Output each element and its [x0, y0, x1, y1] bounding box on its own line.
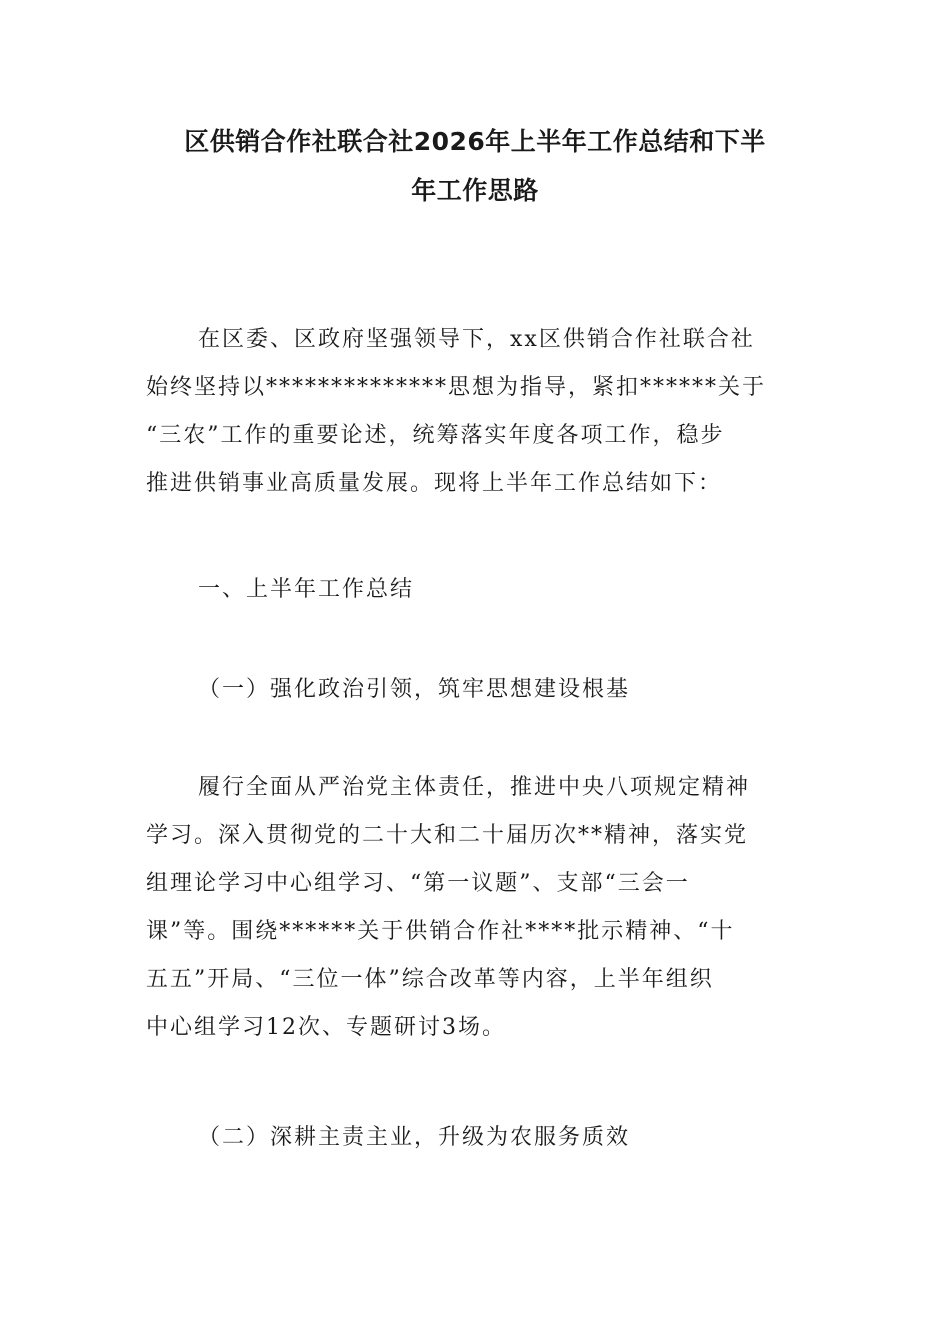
sub1-line-2: 学习。深入贯彻党的二十大和二十届历次**精神，落实党 — [146, 823, 749, 848]
document-title — [140, 117, 810, 215]
subsection-2-heading: （二）深耕主责主业，升级为农服务质效 — [198, 1125, 631, 1150]
sub1-line-6: 中心组学习12次、专题研讨3场。 — [146, 1015, 506, 1040]
subsection-1-body — [146, 764, 806, 1052]
title-line-2: 年工作思路 — [411, 176, 539, 205]
intro-line-4: 推进供销事业高质量发展。现将上半年工作总结如下： — [146, 471, 723, 496]
section-1-heading: 一、上半年工作总结 — [198, 577, 415, 602]
intro-paragraph — [146, 316, 806, 508]
sub1-line-4: 课”等。围绕******关于供销合作社****批示精神、“十 — [146, 919, 735, 944]
sub1-line-3: 组理论学习中心组学习、“第一议题”、支部“三会一 — [146, 871, 690, 896]
title-line-1: 区供销合作社联合社2026年上半年工作总结和下半 — [184, 127, 766, 156]
intro-line-3: “三农”工作的重要论述，统筹落实年度各项工作，稳步 — [146, 423, 725, 448]
intro-line-2: 始终坚持以**************思想为指导，紧扣******关于 — [146, 375, 767, 400]
intro-line-1: 在区委、区政府坚强领导下，xx区供销合作社联合社 — [198, 327, 755, 352]
sub1-line-1: 履行全面从严治党主体责任，推进中央八项规定精神 — [198, 775, 751, 800]
subsection-1-heading: （一）强化政治引领，筑牢思想建设根基 — [198, 677, 631, 702]
sub1-line-5: 五五”开局、“三位一体”综合改革等内容，上半年组织 — [146, 967, 714, 992]
